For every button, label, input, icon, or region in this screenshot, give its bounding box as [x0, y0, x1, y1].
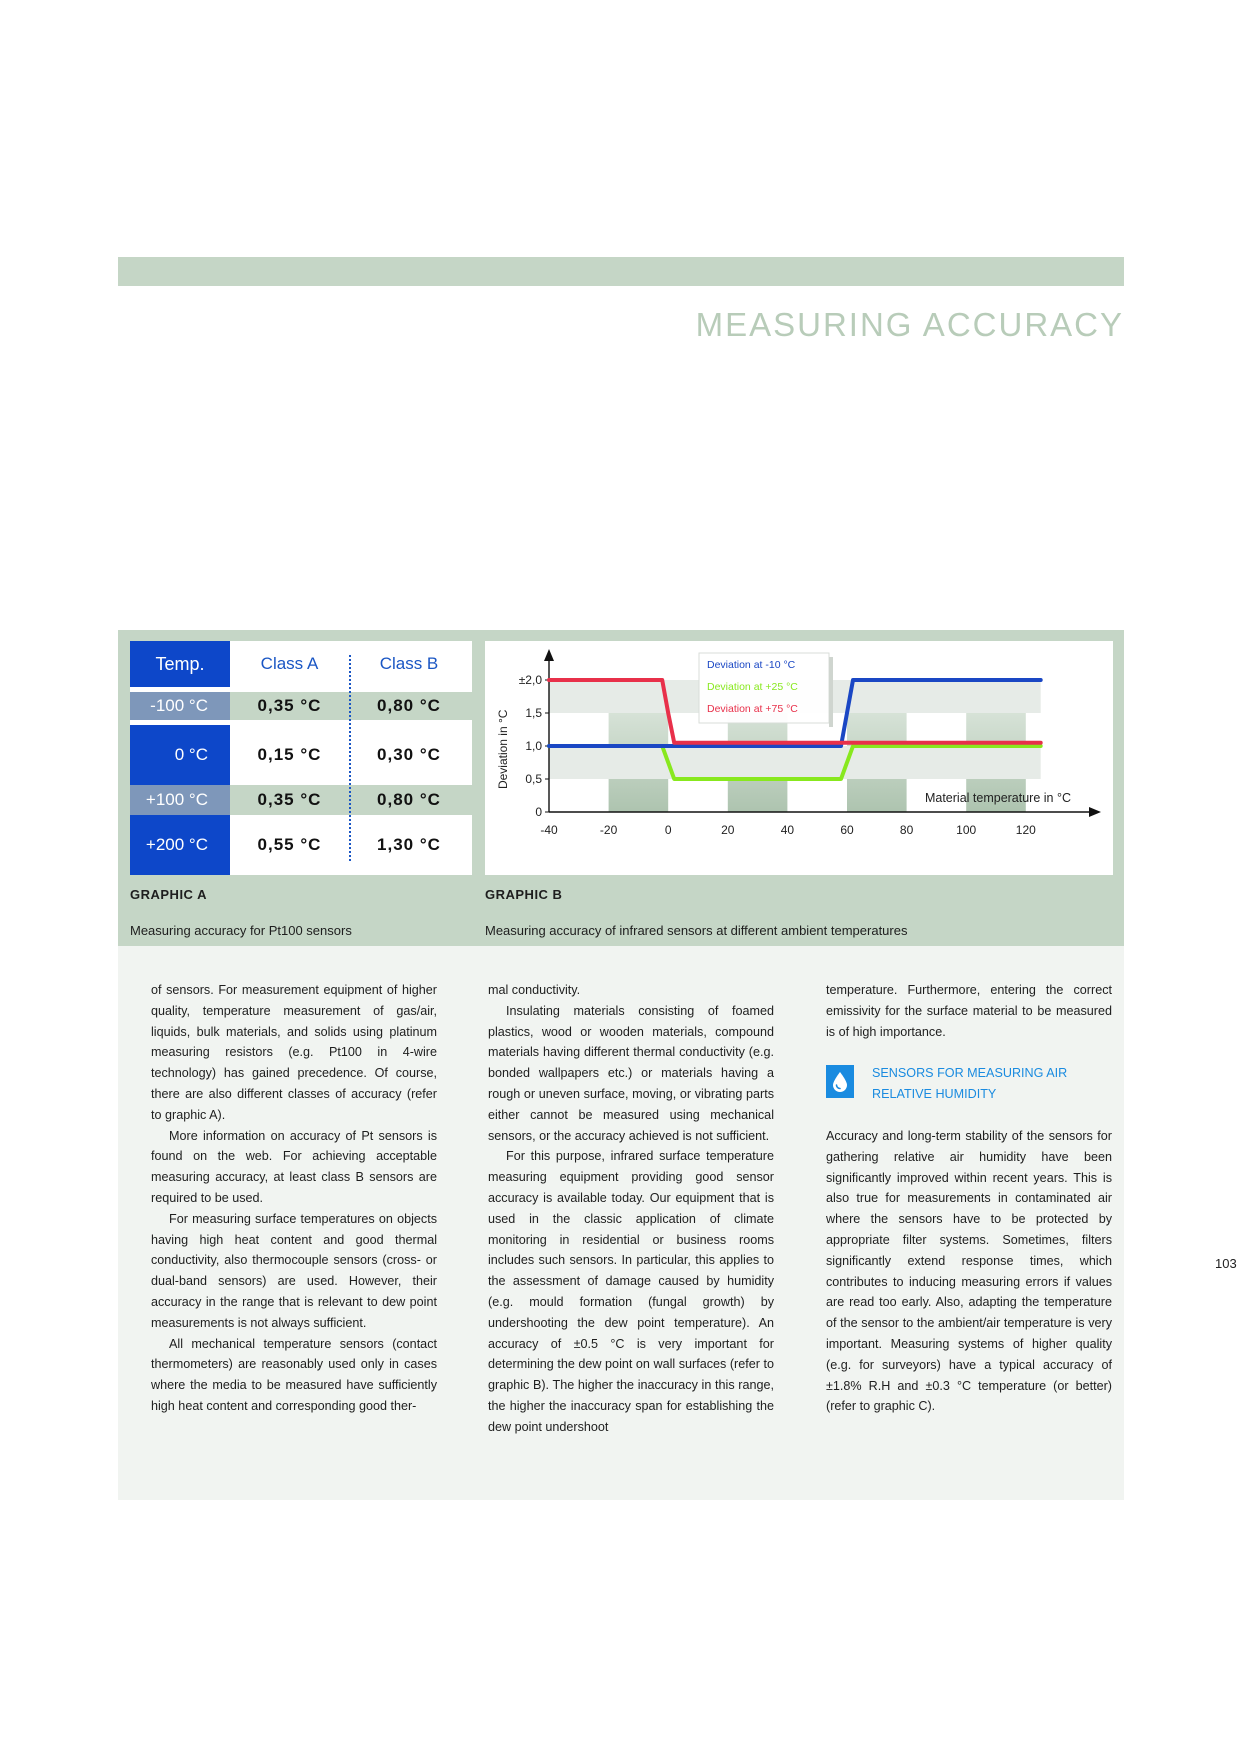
paragraph: mal conductivity.	[488, 983, 581, 997]
row-temp: -100 °C	[130, 692, 230, 720]
graphic-a-label: GRAPHIC A	[130, 887, 207, 902]
table-row	[130, 692, 472, 720]
header-class-a: Class A	[260, 654, 319, 673]
paragraph: temperature. Furthermore, entering the correct emissivity for the surface material to be measured is of high importance.	[826, 983, 1112, 1039]
y-tick-label: 1,5	[525, 706, 542, 720]
graphic-b-label: GRAPHIC B	[485, 887, 563, 902]
paragraph: All mechanical temperature sensors (contact thermometers) are reasonably used only in cases where the media to be measured have sufficiently high heat content and corresponding good ther-	[151, 1336, 437, 1413]
y-tick-label: 1,0	[525, 739, 542, 753]
grid-band	[549, 746, 1041, 779]
water-drop-icon	[826, 1065, 854, 1098]
header-class-b: Class B	[379, 654, 439, 673]
page-title: MEASURING ACCURACY	[695, 306, 1124, 343]
row-temp: +200 °C	[130, 815, 230, 875]
legend-entry: Deviation at +75 °C	[707, 703, 798, 715]
row-temp: +100 °C	[130, 785, 230, 815]
paragraph: of sensors. For measurement equipment of higher quality, temperature measurement of gas/air, liquids, bulk materials, and solids using platinum measuring resistors (e.g. Pt100 in 4-wire technology) has gained precedence. Of course, there are also different classes of accuracy (refer to graphic A).	[151, 983, 437, 1122]
paragraph: Accuracy and long-term stability of the sensors for gathering relative air humidity have been significantly improved within recent years. This is also true for measurements in contaminated air where the sensors have to be protected by appropriate filter systems. Sometimes, filters significantly extend response times, which contributes to inducing measuring errors if values are read too early. Also, adapting the temperature of the sensor to the ambient/air temperature is very important. Measuring systems of higher quality (e.g. for surveyors) have a typical accuracy of ±1.8% R.H and ±0.3 °C temperature (or better) (refer to graphic C).	[826, 1128, 1112, 1414]
paragraph: Insulating materials consisting of foamed plastics, wood or wooden materials, compound materials having different thermal conductivity (e.g. bonded wallpapers etc.) or materials having a rough or uneven surface, moving, or vibrating parts either cannot be measured using mechanical sensors, or the accuracy achieved is not sufficient.	[488, 1003, 774, 1143]
row-class-a: 0,15 °C	[257, 745, 322, 764]
x-tick-label: 20	[721, 823, 735, 837]
y-axis-arrow	[544, 649, 554, 661]
x-tick-label: 80	[899, 823, 914, 837]
subheading	[826, 1063, 1112, 1105]
subheading-text: SENSORS FOR MEASURING AIR RELATIVE HUMIDITY	[872, 1066, 1068, 1102]
table-row	[130, 785, 472, 815]
x-tick-label: 120	[1015, 823, 1036, 837]
x-tick-label: 40	[780, 823, 795, 837]
header-bar	[118, 257, 1124, 286]
paragraph: For this purpose, infrared surface temperature measuring equipment providing good sensor accuracy is available today. Our equipment that is used in the classic application of climate monitoring in residential or business rooms includes such sensors. In particular, this applies to the assessment of damage caused by humidity (e.g. mould formation (fungal growth) by undershooting the dew point temperature). An accuracy of ±0.5 °C is very important for determining the dew point on wall surfaces (refer to graphic B). The higher the inaccuracy in this range, the higher the inaccuracy span for establishing the dew point undershoot	[488, 1149, 774, 1434]
row-class-b: 0,80 °C	[377, 790, 441, 809]
row-temp: 0 °C	[130, 725, 230, 785]
legend-shadow	[829, 657, 833, 727]
table-row	[130, 815, 472, 875]
x-tick-label: -20	[599, 823, 618, 837]
y-tick-label: 0	[535, 805, 542, 819]
graphic-b-caption: Measuring accuracy of infrared sensors at different ambient temperatures	[485, 923, 908, 938]
table-row	[130, 725, 472, 785]
deviation-chart	[485, 641, 1113, 875]
row-class-b: 0,30 °C	[377, 745, 441, 764]
y-axis-label: Deviation in °C	[496, 709, 510, 790]
x-axis-label: Material temperature in °C	[924, 791, 1071, 805]
legend-entry: Deviation at +25 °C	[707, 681, 798, 693]
header-temp: Temp.	[130, 641, 230, 687]
x-tick-label: 100	[956, 823, 977, 837]
graphic-b-chart	[485, 641, 1113, 875]
row-class-b: 1,30 °C	[377, 835, 441, 854]
row-class-a: 0,55 °C	[257, 835, 322, 854]
y-tick-label: 0,5	[525, 772, 542, 786]
text-column-1	[151, 980, 437, 1417]
table-header-row	[130, 641, 472, 687]
legend-entry: Deviation at -10 °C	[707, 659, 796, 671]
x-tick-label: 0	[664, 823, 672, 837]
y-tick-label: ±2,0	[518, 673, 542, 687]
paragraph: For measuring surface temperatures on objects having high heat content and good thermal conductivity, also thermocouple sensors (cross- or dual-band sensors) are used. However, their accuracy in the range that is relevant to dew point measurements is not always sufficient.	[151, 1211, 437, 1330]
x-axis-arrow	[1089, 807, 1101, 817]
text-column-3	[826, 980, 1112, 1417]
graphic-a-caption: Measuring accuracy for Pt100 sensors	[130, 923, 352, 938]
figure-panel	[118, 630, 1124, 946]
row-class-a: 0,35 °C	[257, 696, 322, 715]
page-number: 103	[1215, 1256, 1237, 1271]
column-divider	[349, 655, 351, 861]
x-tick-label: -40	[540, 823, 558, 837]
text-column-2	[488, 980, 774, 1438]
row-class-a: 0,35 °C	[257, 790, 322, 809]
paragraph: More information on accuracy of Pt sensors is found on the web. For achieving acceptable measuring accuracy, at least class B sensors are required to be used.	[151, 1128, 437, 1205]
row-class-b: 0,80 °C	[377, 696, 441, 715]
x-tick-label: 60	[840, 823, 854, 837]
graphic-a-table	[130, 641, 472, 875]
